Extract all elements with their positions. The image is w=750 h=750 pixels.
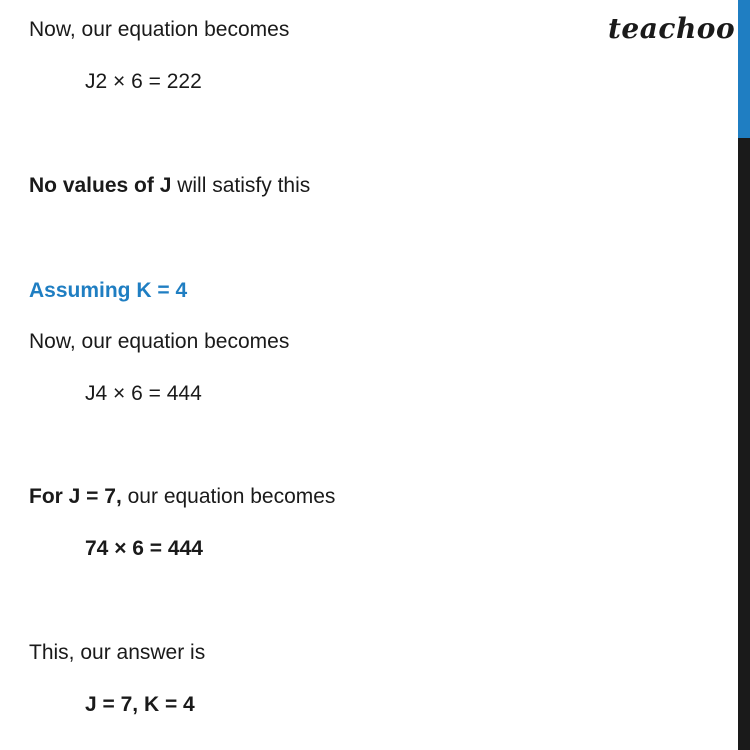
for-j7-rest: our equation becomes — [121, 485, 336, 508]
text-line-no-values — [29, 173, 310, 199]
no-values-bold: No values of J — [29, 174, 172, 197]
scrollbar-track[interactable] — [738, 0, 750, 750]
for-j7-bold: For J = 7, — [29, 485, 122, 508]
equation-74: 74 × 6 = 444 — [85, 537, 203, 560]
assuming-heading: Assuming K = 4 — [29, 279, 188, 302]
no-values-rest: will satisfy this — [171, 174, 311, 197]
text-line-1: Now, our equation becomes — [29, 18, 290, 41]
text-line-2: Now, our equation becomes — [29, 330, 290, 353]
final-answer: J = 7, K = 4 — [85, 693, 195, 716]
equation-j4: J4 × 6 = 444 — [85, 382, 202, 405]
equation-j2: J2 × 6 = 222 — [85, 70, 202, 93]
text-line-for-j7 — [29, 484, 335, 510]
text-line-answer: This, our answer is — [29, 641, 206, 664]
teachoo-logo: teachoo — [608, 12, 736, 45]
scrollbar-thumb[interactable] — [738, 0, 750, 138]
